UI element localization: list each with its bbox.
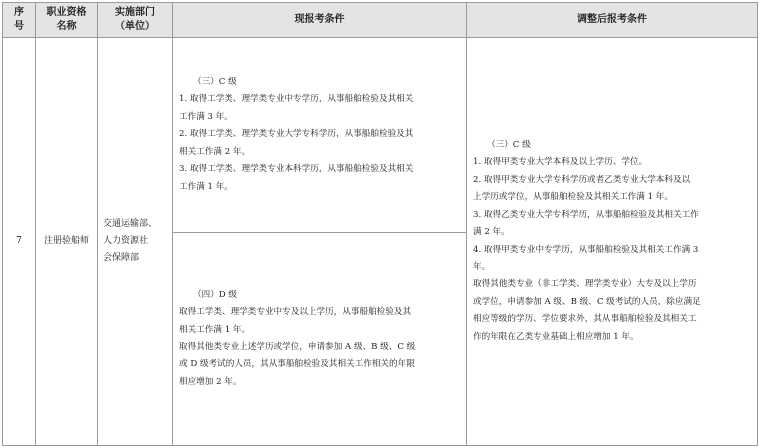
text-line: 4. 取得甲类专业中专学历，从事船舶检验及其相关工作满 3	[473, 244, 699, 255]
text-line: 相关工作满 2 年。	[179, 146, 251, 157]
header-current-conditions: 现报考条件	[173, 3, 467, 38]
text-line: 或 D 级考试的人员，其从事船舶检验及其相关工作相关的年限	[179, 359, 415, 370]
text-line: 年。	[473, 261, 491, 272]
cell-adjusted-c-level	[467, 38, 758, 446]
adjusted-c-level-title: （三）C 级	[487, 140, 531, 151]
text-line: 相应等级的学历、学位要求外，其从事船舶检验及其相关工	[473, 314, 697, 325]
cell-current-d-level	[173, 233, 467, 446]
text-line: 1. 取得工学类、理学类专业中专学历，从事船舶检验及其相关	[179, 94, 414, 105]
text-line: 相应增加 2 年。	[179, 376, 242, 387]
header-seq: 序 号	[3, 3, 36, 38]
cell-qualification: 注册验船师	[36, 38, 98, 446]
text-line: 作的年限在乙类专业基础上相应增加 1 年。	[473, 331, 639, 342]
text-line: 2. 取得甲类专业大学专科学历或者乙类专业大学本科及以	[473, 174, 691, 185]
text-line: 相关工作满 1 年。	[179, 324, 251, 335]
d-level-title: （四）D 级	[193, 289, 237, 300]
header-qualification: 职业资格 名称	[36, 3, 98, 38]
text-line: 工作满 1 年。	[179, 181, 233, 192]
cell-current-c-level	[173, 38, 467, 233]
text-line: 上学历或学位，从事船舶检验及其相关工作满 1 年。	[473, 192, 673, 203]
text-line: 1. 取得甲类专业大学本科及以上学历、学位。	[473, 157, 648, 168]
qualification-table	[2, 2, 758, 446]
cell-seq: 7	[3, 38, 36, 446]
text-line: 满 2 年。	[473, 227, 510, 238]
header-adjusted-conditions: 调整后报考条件	[467, 3, 758, 38]
cell-department: 交通运输部、 人力资源社 会保障部	[98, 38, 173, 446]
text-line: 2. 取得工学类、理学类专业大学专科学历，从事船舶检验及其	[179, 129, 414, 140]
text-line: 取得其他类专业（非工学类、理学类专业）大专及以上学历	[473, 279, 697, 290]
text-line: 3. 取得乙类专业大学专科学历，从事船舶检验及其相关工作	[473, 209, 699, 220]
header-department: 实施部门 （单位）	[98, 3, 173, 38]
header-row	[3, 3, 758, 38]
c-level-title: （三）C 级	[193, 77, 237, 88]
text-line: 或学位，申请参加 A 级、B 级、C 级考试的人员，除应满足	[473, 296, 701, 307]
text-line: 工作满 3 年。	[179, 111, 233, 122]
text-line: 取得其他类专业上述学历或学位，申请参加 A 级、B 级、C 级	[179, 342, 416, 352]
text-line: 取得工学类、理学类专业中专及以上学历，从事船舶检验及其	[179, 307, 412, 318]
table-row	[3, 38, 758, 233]
text-line: 3. 取得工学类、理学类专业本科学历，从事船舶检验及其相关	[179, 164, 414, 175]
